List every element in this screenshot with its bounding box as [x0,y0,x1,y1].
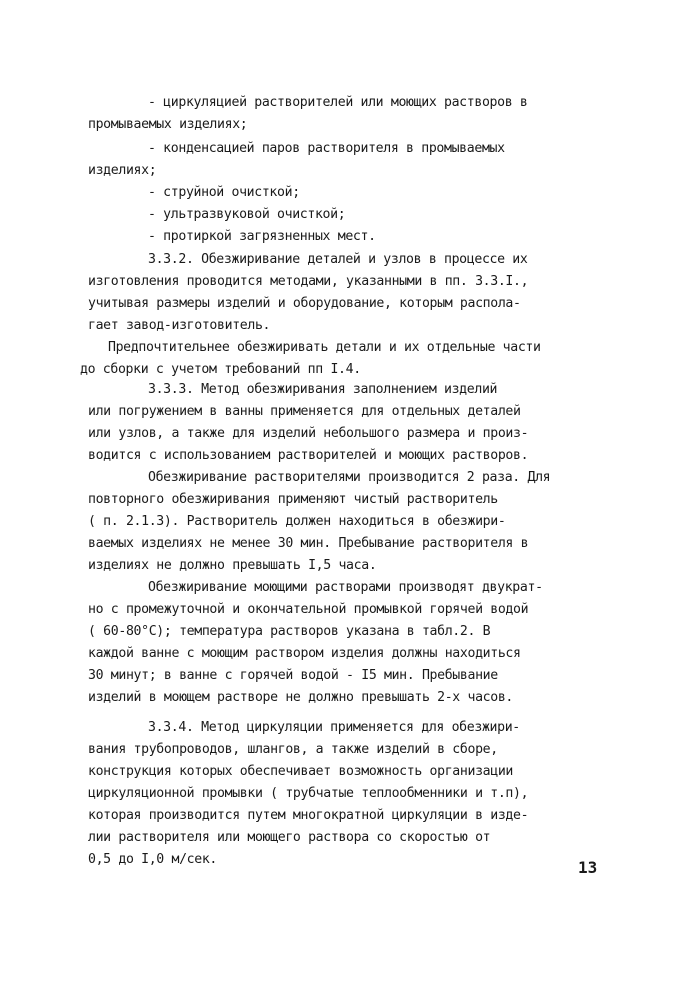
page-number: 13 [578,858,598,877]
list-item: - струйной очисткой; [148,185,300,200]
paragraph-line: ( 60-80°C); температура растворов указана в табл.2. В [88,624,491,639]
paragraph-line: каждой ванне с моющим раствором изделия должны находиться [88,646,521,661]
paragraph-line: изделиях не должно превышать I,5 часа. [88,558,377,573]
list-item: - конденсацией паров растворителя в промываемых [148,141,505,156]
paragraph-line: изготовления проводится методами, указанными в пп. 3.3.I., [88,274,529,289]
paragraph-line: водится с использованием растворителей и моющих растворов. [88,448,529,463]
paragraph-line: циркуляционной промывки ( трубчатые теплообменники и т.п), [88,786,529,801]
paragraph-line: ваемых изделиях не менее 30 мин. Пребывание растворителя в [88,536,529,551]
paragraph-line: 3.3.2. Обезжиривание деталей и узлов в процессе их [148,252,528,267]
paragraph-line: 0,5 до I,0 м/сек. [88,852,218,867]
list-item: изделиях; [88,163,157,178]
paragraph-line: но с промежуточной и окончательной промывкой горячей водой [88,602,529,617]
paragraph-line: повторного обезжиривания применяют чистый растворитель [88,492,498,507]
paragraph-line: Предпочтительнее обезжиривать детали и их отдельные части [108,340,541,355]
paragraph-line: 3.3.4. Метод циркуляции применяется для обезжири- [148,720,520,735]
paragraph-line: до сборки с учетом требований пп I.4. [80,362,361,377]
paragraph-line: изделий в моющем растворе не должно превышать 2-х часов. [88,690,514,705]
list-item: промываемых изделиях; [88,117,248,132]
list-item: - ультразвуковой очисткой; [148,207,346,222]
paragraph-line: Обезжиривание моющими растворами производят двукрат- [148,580,543,595]
paragraph-line: Обезжиривание растворителями производится 2 раза. Для [148,470,551,485]
list-item: - протиркой загрязненных мест. [148,229,376,244]
list-item: - циркуляцией растворителей или моющих растворов в [148,95,528,110]
paragraph-line: лии растворителя или моющего раствора со скоростью от [88,830,491,845]
paragraph-line: которая производится путем многократной циркуляции в изде- [88,808,529,823]
paragraph-line: конструкция которых обеспечивает возможность организации [88,764,514,779]
paragraph-line: или узлов, а также для изделий небольшого размера и произ- [88,426,529,441]
paragraph-line: вания трубопроводов, шлангов, а также изделий в сборе, [88,742,498,757]
paragraph-line: ( п. 2.1.3). Растворитель должен находиться в обезжири- [88,514,506,529]
paragraph-line: или погружением в ванны применяется для отдельных деталей [88,404,521,419]
paragraph-line: 30 минут; в ванне с горячей водой - I5 мин. Пребывание [88,668,498,683]
paragraph-line: учитывая размеры изделий и оборудование, которым распола- [88,296,521,311]
paragraph-line: гает завод-изготовитель. [88,318,271,333]
paragraph-line: 3.3.3. Метод обезжиривания заполнением изделий [148,382,498,397]
